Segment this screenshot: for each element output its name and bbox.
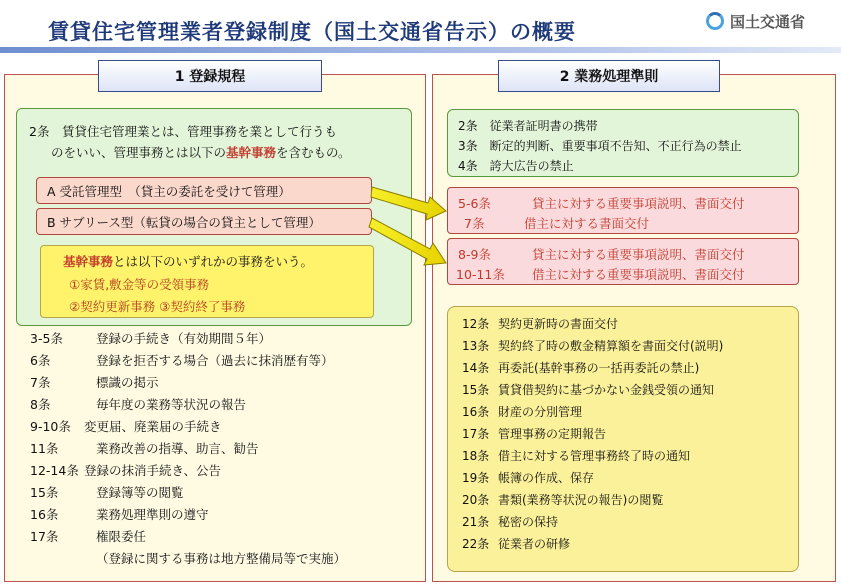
- article-desc: 帳簿の作成、保存: [498, 471, 595, 485]
- logo-text: 国土交通省: [730, 12, 806, 31]
- list-item: [458, 116, 742, 136]
- article-desc: 借主に対する書面交付: [524, 216, 650, 231]
- article-number: 19条: [462, 471, 490, 485]
- article-number: 8‐9条: [458, 247, 491, 262]
- article-desc: 業務改善の指導、助言、勧告: [96, 441, 259, 456]
- article-number: 8条: [30, 397, 51, 412]
- article-number: 14条: [462, 361, 490, 375]
- core-duties-line-3: ②契約更新事務 ③契約終了事務: [69, 299, 246, 314]
- article-number: 13条: [462, 339, 490, 353]
- list-item: [458, 136, 742, 156]
- article-number: 15条: [30, 485, 59, 500]
- article-desc: 登録簿等の閲覧: [96, 485, 184, 500]
- article-number: 6条: [30, 353, 51, 368]
- definition-line-2-post: を含むもの。: [276, 145, 351, 160]
- article-number: 3‐5条: [30, 331, 63, 346]
- article-desc: 管理事務の定期報告: [498, 427, 607, 441]
- article-desc: 変更届、廃業届の手続き: [84, 419, 222, 434]
- definition-line-2-pre: のをいい、管理事務とは以下の: [51, 145, 227, 160]
- article-desc: 毎年度の業務等状況の報告: [96, 397, 247, 412]
- article-desc: 賃貸借契約に基づかない金銭受領の通知: [498, 383, 715, 397]
- article-desc: 権限委任: [96, 529, 147, 544]
- article-number: 12条: [462, 317, 490, 331]
- conduct-rules-list: [458, 116, 742, 176]
- article-desc: 秘密の保持: [498, 515, 559, 529]
- article-desc: 業務処理準則の遵守: [96, 507, 209, 522]
- article-desc: 従業者の研修: [498, 537, 571, 551]
- article-number: 5‐6条: [458, 196, 491, 211]
- type-b-box: B サブリース型（転貸の場合の貸主として管理）: [36, 208, 372, 235]
- article-number: 18条: [462, 449, 490, 463]
- type-b-rules-box: [447, 238, 799, 285]
- article-desc: 契約更新時の書面交付: [498, 317, 619, 331]
- article-number: 17条: [30, 529, 59, 544]
- article-number: 7条: [464, 216, 485, 231]
- article-number: 3条: [458, 139, 478, 153]
- article-number: 16条: [462, 405, 490, 419]
- type-a-rules-box: [447, 187, 799, 234]
- conduct-rules-box: [447, 109, 799, 177]
- article-number: 7条: [30, 375, 51, 390]
- article-desc: 貸主に対する重要事項説明、書面交付: [532, 196, 745, 211]
- core-duties-box: [40, 245, 374, 318]
- list-item: [458, 156, 742, 176]
- core-duties-line-2: ①家賃,敷金等の受領事務: [69, 277, 210, 292]
- title-underline: [0, 47, 841, 53]
- article-desc: 財産の分別管理: [498, 405, 583, 419]
- article-desc: 断定的判断、重要事項不告知、不正行為の禁止: [489, 139, 742, 153]
- page-title: 賃貸住宅管理業者登録制度（国土交通省告示）の概要: [48, 20, 576, 44]
- article-number: 9‐10条: [30, 419, 71, 434]
- other-rules-box: [447, 306, 799, 572]
- article-desc: 契約終了時の敷金精算額を書面交付(説明): [498, 339, 724, 353]
- definition-line-1: 2条 賃貸住宅管理業とは、管理事務を業として行うも: [29, 124, 337, 139]
- article-desc: 書類(業務等状況の報告)の閲覧: [498, 493, 664, 507]
- article-desc: 再委託(基幹事務の一括再委託の禁止): [498, 361, 700, 375]
- definition-line-2: [29, 142, 409, 163]
- definition-text: [29, 121, 409, 163]
- article-number: 10‐11条: [456, 267, 505, 282]
- type-a-box: A 受託管理型 （貸主の委託を受けて管理）: [36, 177, 372, 204]
- article-number: 16条: [30, 507, 59, 522]
- article-desc: 貸主に対する重要事項説明、書面交付: [532, 247, 745, 262]
- core-duties-line-1: [63, 252, 313, 270]
- article-desc: 登録の抹消手続き、公告: [84, 463, 222, 478]
- article-desc: 登録を拒否する場合（過去に抹消歴有等）: [96, 353, 334, 368]
- article-number: 11条: [30, 441, 59, 456]
- article-desc: 借主に対する重要事項説明、書面交付: [532, 267, 745, 282]
- article-number: 12‐14条: [30, 463, 79, 478]
- article-number: 2条: [458, 119, 478, 133]
- article-number: 20条: [462, 493, 490, 507]
- article-desc: 標識の掲示: [96, 375, 159, 390]
- definition-keyword: 基幹事務: [226, 145, 277, 160]
- article-number: 15条: [462, 383, 490, 397]
- core-duties-keyword: 基幹事務: [63, 254, 114, 269]
- core-duties-rest: とは以下のいずれかの事務をいう。: [113, 254, 314, 269]
- right-panel-header: 2 業務処理準則: [498, 60, 720, 92]
- article-desc: 借主に対する管理事務終了時の通知: [498, 449, 691, 463]
- ministry-logo: [706, 8, 805, 34]
- article-desc: 誇大広告の禁止: [489, 159, 574, 173]
- article-number: 4条: [458, 159, 478, 173]
- article-number: 22条: [462, 537, 490, 551]
- article-number: 17条: [462, 427, 490, 441]
- article-desc: （登録に関する事務は地方整備局等で実施）: [96, 551, 347, 566]
- left-panel-header: 1 登録規程: [98, 60, 322, 92]
- article-number: 21条: [462, 515, 490, 529]
- article-desc: 登録の手続き（有効期間５年）: [96, 331, 272, 346]
- mlit-logo-icon: [706, 12, 724, 30]
- article-desc: 従業者証明書の携帯: [489, 119, 598, 133]
